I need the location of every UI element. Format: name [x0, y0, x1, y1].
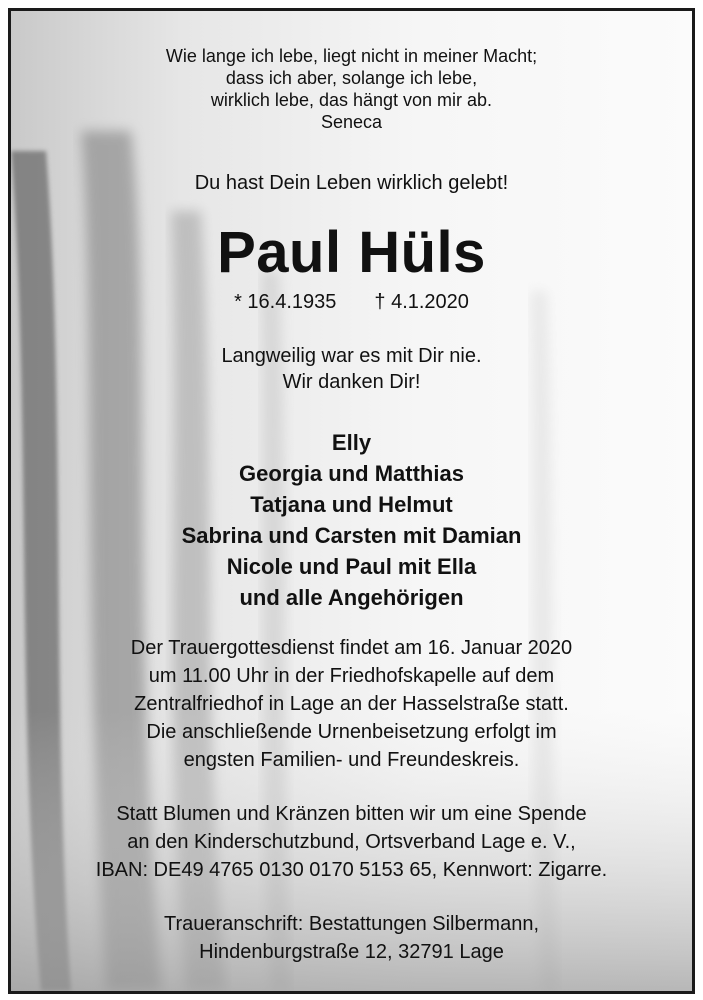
mourner-2: Georgia und Matthias [239, 461, 464, 486]
tagline: Du hast Dein Leben wirklich gelebt! [194, 172, 509, 194]
quote-line-3: wirklich lebe, das hängt von mir ab. [210, 90, 493, 110]
service-line-5: engsten Familien- und Freundeskreis. [183, 749, 520, 771]
quote-line-1: Wie lange ich lebe, liegt nicht in meiner Macht; [165, 46, 538, 66]
address-line-1: Traueranschrift: Bestattungen Silbermann, [163, 913, 539, 935]
thanks-line-1: Langweilig war es mit Dir nie. [221, 345, 482, 367]
obituary-content [11, 11, 692, 991]
donation-line-2: an den Kinderschutzbund, Ortsverband Lage e. V., [127, 831, 576, 853]
thanks-line-2: Wir danken Dir! [282, 371, 421, 393]
service-line-3: Zentralfriedhof in Lage an der Hasselstraße statt. [134, 693, 569, 715]
mourner-1: Elly [331, 430, 372, 455]
deceased-name: Paul Hüls [217, 220, 486, 285]
quote-line-2: dass ich aber, solange ich lebe, [225, 68, 478, 88]
life-dates [11, 291, 692, 314]
birth-date: * 16.4.1935 [234, 291, 337, 313]
service-line-1: Der Trauergottesdienst findet am 16. Januar 2020 [130, 637, 573, 659]
mourner-6: und alle Angehörigen [239, 585, 464, 610]
mourner-4: Sabrina und Carsten mit Damian [181, 523, 522, 548]
death-date: † 4.1.2020 [374, 291, 469, 313]
service-line-2: um 11.00 Uhr in der Friedhofskapelle auf dem [148, 665, 555, 687]
obituary-frame [8, 8, 695, 994]
donation-line-1: Statt Blumen und Kränzen bitten wir um eine Spende [116, 803, 587, 825]
quote-author: Seneca [320, 112, 383, 132]
mourner-3: Tatjana und Helmut [250, 492, 453, 517]
donation-line-3: IBAN: DE49 4765 0130 0170 5153 65, Kennwort: Zigarre. [95, 859, 608, 881]
service-line-4: Die anschließende Urnenbeisetzung erfolgt im [146, 721, 557, 743]
address-line-2: Hindenburgstraße 12, 32791 Lage [199, 941, 504, 963]
mourner-5: Nicole und Paul mit Ella [226, 554, 477, 579]
